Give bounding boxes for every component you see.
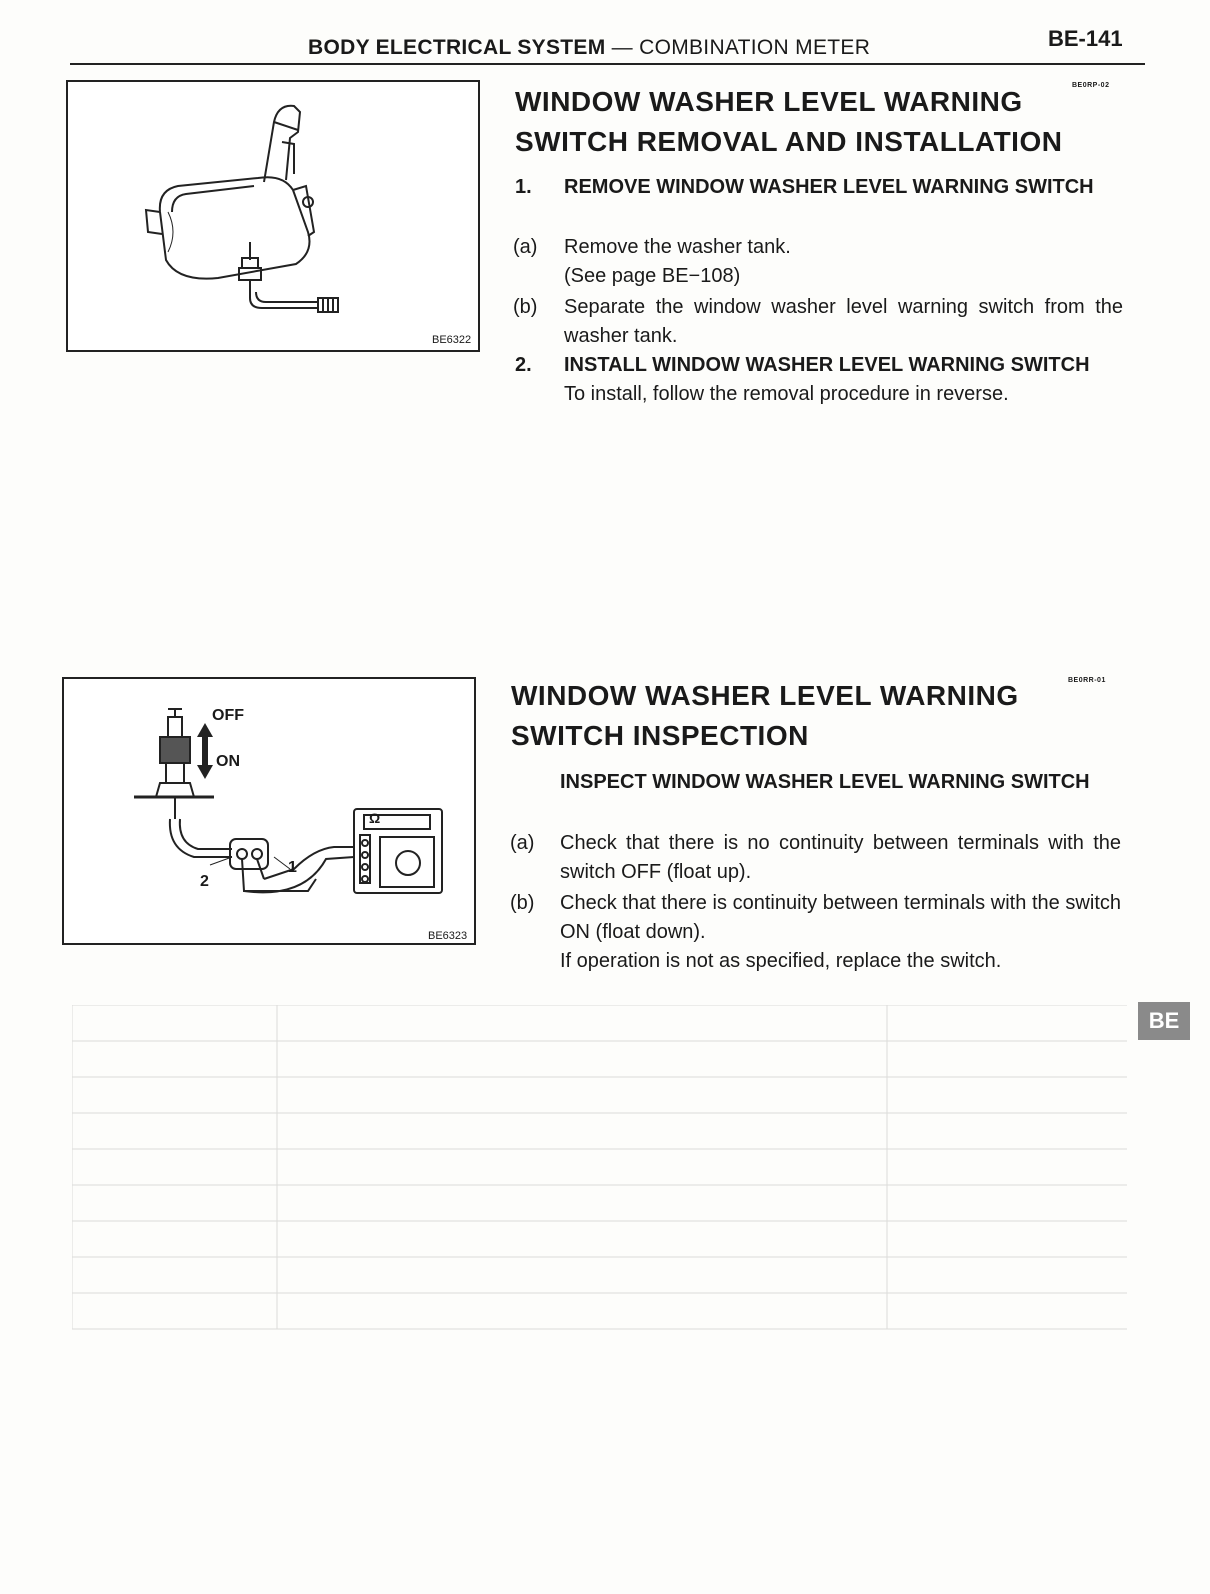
figure-code-be6323: BE6323: [428, 930, 468, 942]
label-terminal-1: 1: [288, 859, 297, 876]
inspect-heading: INSPECT WINDOW WASHER LEVEL WARNING SWITCH: [560, 771, 1090, 793]
switch-ohmmeter-illustration: [64, 679, 474, 943]
section2-code: BE0RR-01: [1068, 677, 1106, 684]
inspect-step-b-text: Check that there is continuity between terminals with the switch ON (float down).: [560, 892, 1121, 943]
washer-tank-illustration: [68, 82, 478, 350]
section2-title-line1: WINDOW WASHER LEVEL WARNING: [511, 680, 1019, 711]
step-1b: [513, 293, 1123, 351]
header-rule: [70, 63, 1145, 65]
step-1-remove: [515, 173, 1123, 202]
step-1b-label: (b): [513, 296, 538, 318]
section1-title-line1: WINDOW WASHER LEVEL WARNING: [515, 86, 1023, 117]
section2-title-line2: SWITCH INSPECTION: [511, 720, 809, 751]
step-1-number: 1.: [515, 176, 532, 198]
section1-title: [515, 82, 1062, 162]
figure-code-be6322: BE6322: [432, 334, 472, 346]
section1-code: BE0RP-02: [1072, 82, 1110, 89]
step-1a: [513, 233, 1123, 291]
header-title: [308, 36, 870, 60]
inspect-step-b-note: If operation is not as specified, replace the switch.: [560, 950, 1002, 972]
label-ohm: Ω: [369, 810, 381, 826]
inspect-heading-block: [513, 768, 1121, 797]
step-1-heading: REMOVE WINDOW WASHER LEVEL WARNING SWITCH: [564, 176, 1094, 198]
label-off: OFF: [212, 707, 244, 724]
step-2-number: 2.: [515, 354, 532, 376]
header-title-main: BODY ELECTRICAL SYSTEM: [308, 36, 606, 59]
inspect-step-a-text: Check that there is no continuity between terminals with the switch OFF (float up).: [560, 832, 1121, 883]
step-1b-text: Separate the window washer level warning switch from the washer tank.: [564, 296, 1123, 347]
inspect-step-a-label: (a): [510, 832, 535, 854]
step-1a-note: (See page BE−108): [564, 265, 741, 287]
step-1a-text: Remove the washer tank.: [564, 236, 791, 258]
inspect-step-a: [510, 829, 1121, 887]
section2-title: [511, 676, 1019, 756]
step-2-text: To install, follow the removal procedure in reverse.: [564, 383, 1009, 405]
header-title-sub: COMBINATION METER: [639, 36, 871, 59]
step-2-install: [515, 351, 1123, 409]
figure-switch-inspection: [62, 677, 476, 945]
step-1a-label: (a): [513, 236, 538, 258]
figure-washer-tank: [66, 80, 480, 352]
bleed-through-table: [72, 1005, 1127, 1335]
section1-title-line2: SWITCH REMOVAL AND INSTALLATION: [515, 126, 1063, 157]
step-2-heading: INSTALL WINDOW WASHER LEVEL WARNING SWITCH: [564, 354, 1090, 376]
inspect-step-b-label: (b): [510, 892, 535, 914]
label-terminal-2: 2: [200, 873, 209, 890]
inspect-step-b: [510, 889, 1121, 976]
label-on: ON: [216, 753, 240, 770]
side-tab-be: BE: [1138, 1002, 1190, 1040]
page-number: BE-141: [1048, 26, 1123, 51]
header-title-dash: —: [605, 36, 640, 59]
